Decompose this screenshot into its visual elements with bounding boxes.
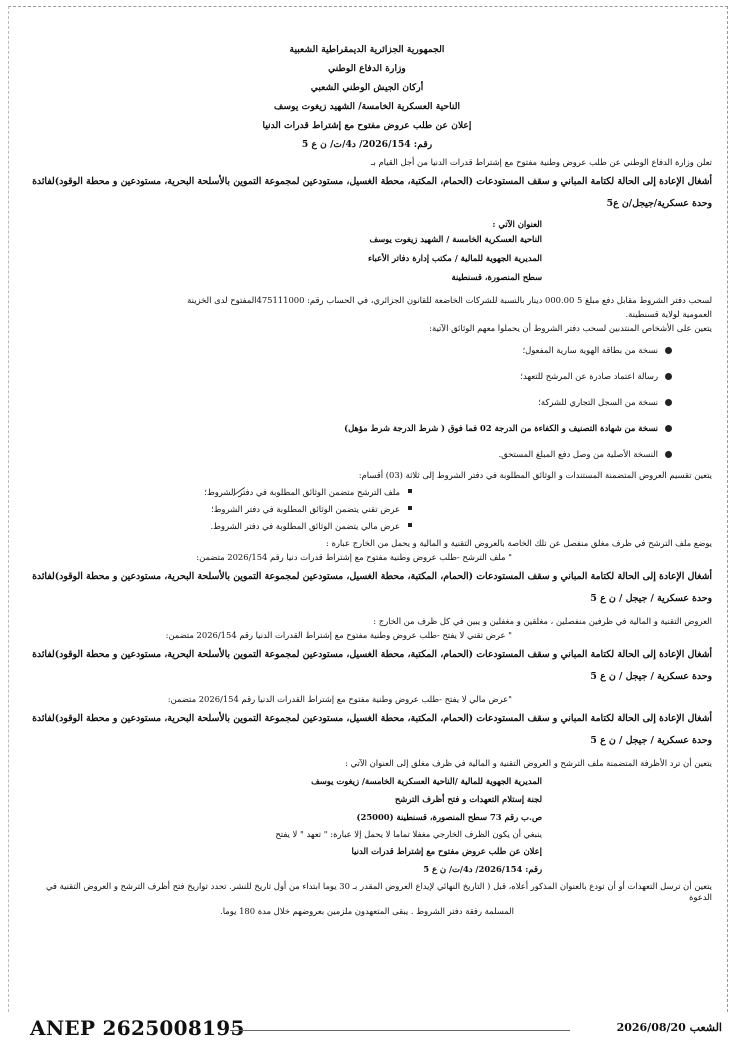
delivery-address-2: لجنة إستلام التعهدات و فتح أظرف الترشح [394,794,542,804]
candidacy-envelope-intro: يوضع ملف الترشح في ظرف مغلق منفصل عن تلك الخاصة بالعروض التقنية و المالية و يحمل من الخارج عبارة : [325,538,712,548]
offers-intro: العروض التقنية و المالية في ظرفين منفصلين ، مغلقين و مغفلين و يبين في كل ظرف من الخارج : [373,616,712,626]
staff-heading: أركان الجيش الوطني الشعبي [310,82,424,93]
payment-line-2: العمومية لولاية قسنطينة. [625,309,712,319]
deadline-line-1: يتعين أن ترسل التعهدات أو أن تودع بالعنوان المذكور أعلاه، قبل ( التاريخ النهائي لإيداع العروض المقدر بـ 30 يوما ابتداء من أول تاريخ للنشر. تحدد تواريخ فتح أظرف الترشح و العروض التقنية في الدعوة [45,881,712,902]
footer-divider [230,1030,570,1031]
footer [0,1014,738,1044]
project-title-financial: أشغال الإعادة إلى الحالة لكتامة المباني و سقف المستودعات (الحمام، المكتبة، محطة الغسيل، مستودعين لمجموعة التموين بالأسلحة البحرية، مستودعين و محطة الوقود)لفائدة وحدة عسكرية / جيجل / ن ع 5 [32,713,712,746]
delivery-address-1: المديرية الجهوية للمالية /الناحية العسكرية الخامسة/ زيغوت يوسف [311,776,542,786]
candidacy-envelope-label: " ملف الترشح -طلب عروض وطنية مفتوح مع إشتراط قدرات دنيا رقم 2026/154 متضمن: [196,552,512,562]
region-heading: الناحية العسكرية الخامسة/ الشهيد زيغوت يوسف [273,101,461,112]
documents-list [22,337,712,467]
republic-heading: الجمهورية الجزائرية الديمقراطية الشعبية [289,44,445,55]
outer-envelope-title: إعلان عن طلب عروض مفتوح مع إشتراط قدرات الدنيا [351,846,542,856]
list-item: نسخة من السجل التجاري للشركة؛ [22,389,672,415]
division-list [22,484,712,535]
list-item: النسخة الأصلية من وصل دفع المبلغ المستحق. [22,441,672,467]
list-item: نسخة من بطاقة الهوية سارية المفعول؛ [22,337,672,363]
address-line-3: سطح المنصورة، قسنطينة [451,272,542,282]
list-item: ملف الترشح متضمن الوثائق المطلوبة في دفتر الشروط؛ [22,484,412,501]
outer-envelope-ref: رقم: 2026/154/ د4/ت/ ن ع 5 [423,864,542,874]
reference-number: رقم: 2026/154/ د4/ت/ ن ع 5 [301,139,433,150]
list-item: رسالة اعتماد صادرة عن المرشح للتعهد؛ [22,363,672,389]
project-title: أشغال الإعادة إلى الحالة لكتامة المباني و سقف المستودعات (الحمام، المكتبة، محطة الغسيل، مستودعين لمجموعة التموين بالأسلحة البحرية، مستودعين و محطة الوقود)لفائدة وحدة عسكرية/جيجل/ن ع5 [32,176,712,209]
technical-offer-label: " عرض تقني لا يفتح -طلب عروض وطنية مفتوح مع إشتراط القدرات الدنيا رقم 2026/154 متضمن: [165,630,512,640]
list-item: عرض مالي يتضمن الوثائق المطلوبة في دفتر الشروط. [22,518,412,535]
division-intro: يتعين تقسيم العروض المتضمنة المستندات و الوثائق المطلوبة في دفتر الشروط إلى ثلاثة (03) أقسام: [358,470,712,480]
documents-intro: يتعين على الأشخاص المنتدبين لسحب دفتر الشروط أن يحملوا معهم الوثائق الآتية: [429,323,712,333]
list-item: عرض تقني يتضمن الوثائق المطلوبة في دفتر الشروط؛ [22,501,412,518]
announcement-title: إعلان عن طلب عروض مفتوح مع إشتراط قدرات الدنيا [262,120,472,131]
payment-line-1: لسحب دفتر الشروط مقابل دفع مبلغ 5 000.00 دينار بالنسبة للشركات الخاضعة للقانون الجزائري، في الحساب رقم: 475111000المفتوح لدى الخزينة [187,295,712,305]
delivery-intro: يتعين أن ترد الأظرفة المتضمنة ملف الترشح و العروض التقنية و المالية في ظرف مغلق إلى العنوان الآتي : [345,758,712,768]
intro-line: تعلن وزارة الدفاع الوطني عن طلب عروض وطنية مفتوح مع إشتراط قدرات الدنيا من أجل القيام بـ [371,157,712,167]
project-title-candidacy: أشغال الإعادة إلى الحالة لكتامة المباني و سقف المستودعات (الحمام، المكتبة، محطة الغسيل، مستودعين لمجموعة التموين بالأسلحة البحرية، مستودعين و محطة الوقود)لفائدة وحدة عسكرية / جيجل / ن ع 5 [32,571,712,604]
ministry-heading: وزارة الدفاع الوطني [328,63,406,74]
announcement-document [22,40,712,920]
delivery-address-3: ص.ب رقم 73 سطح المنصورة، قسنطينة (25000) [356,812,542,822]
newspaper-date: الشعب 2026/08/20 [616,1021,722,1034]
anep-code: ANEP 2625008195 [30,1016,245,1040]
list-item: نسخة من شهادة التصنيف و الكفاءة من الدرجة 02 فما فوق ( شرط الدرجة شرط مؤهل) [22,415,672,441]
address-line-2: المديرية الجهوية للمالية / مكتب إدارة دفاتر الأعباء [368,253,542,263]
address-label: العنوان الآتي : [492,219,542,229]
outer-envelope-note: ينبغي أن يكون الظرف الخارجي مغفلا تماما لا يحمل إلا عبارة: " تعهد " لا يفتح [275,829,542,839]
project-title-technical: أشغال الإعادة إلى الحالة لكتامة المباني و سقف المستودعات (الحمام، المكتبة، محطة الغسيل، مستودعين لمجموعة التموين بالأسلحة البحرية، مستودعين و محطة الوقود)لفائدة وحدة عسكرية / جيجل / ن ع 5 [32,649,712,682]
address-line-1: الناحية العسكرية الخامسة / الشهيد زيغوت يوسف [369,234,542,244]
financial-offer-label: "عرض مالي لا يفتح -طلب عروض وطنية مفتوح مع إشتراط القدرات الدنيا رقم 2026/154 متضمن: [167,694,512,704]
deadline-line-2: المسلمة رفقة دفتر الشروط . يبقى المتعهدون ملزمين بعروضهم خلال مدة 180 يوما. [220,906,514,916]
